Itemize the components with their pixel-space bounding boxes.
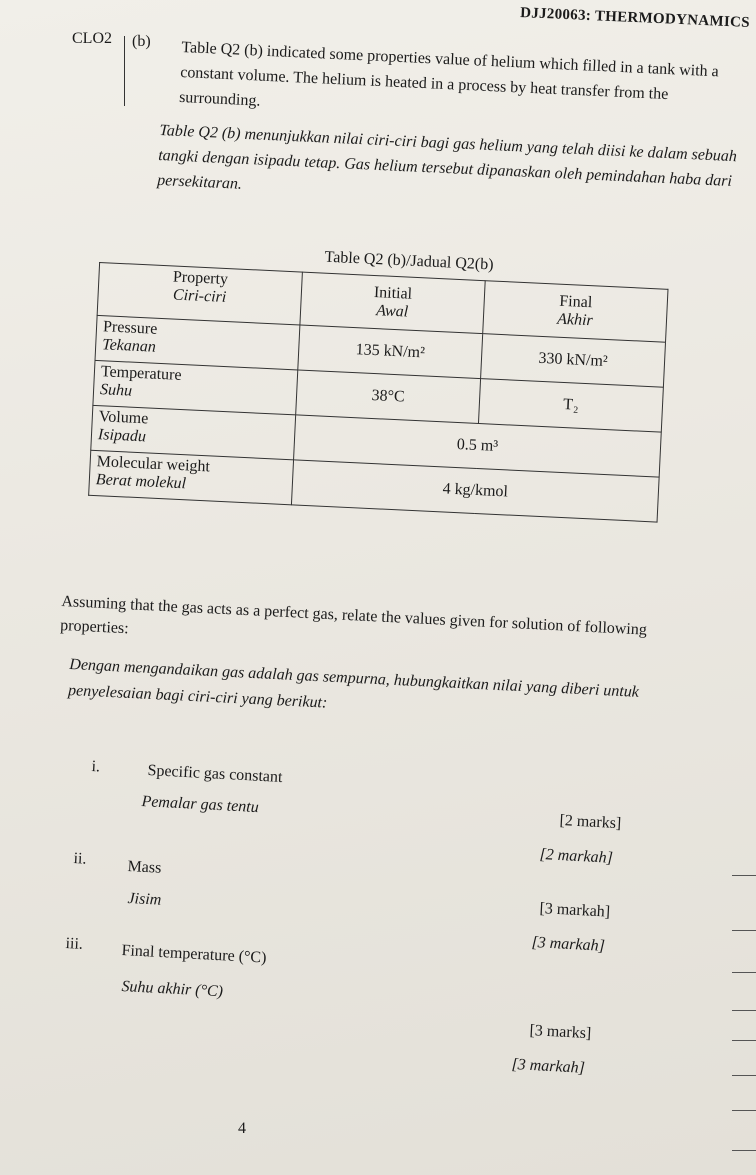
row-label-en: Volume	[98, 408, 149, 428]
item-number: iii.	[65, 935, 84, 953]
header-property	[97, 263, 302, 326]
header-initial-en: Initial	[373, 283, 413, 303]
item-title-ms: Jisim	[127, 890, 162, 909]
row-label-ms: Berat molekul	[95, 471, 187, 493]
header-final	[483, 281, 668, 343]
clo-label: CLO2	[72, 30, 112, 47]
page-edge-line	[732, 1150, 756, 1151]
row-label-en: Molecular weight	[96, 453, 211, 476]
row-label-ms: Tekanan	[101, 336, 157, 356]
cell-merged: 0.5 m³	[294, 415, 662, 477]
page-edge-line	[732, 875, 756, 876]
margin-divider	[124, 36, 125, 106]
intro-malay: Table Q2 (b) menunjukkan nilai ciri-ciri bagi gas helium yang telah diisi ke dalam sebuah tangki dengan isipadu tetap. Gas helium tersebut dipanaskan oleh pemindahan haba dari persekitaran.	[156, 121, 738, 193]
item-title-ms: Suhu akhir (°C)	[121, 978, 224, 1001]
cell-initial: 38°C	[296, 370, 481, 424]
page-edge-line	[732, 930, 756, 931]
row-label	[89, 450, 294, 505]
cell-final: 330 kN/m²	[481, 334, 666, 388]
page-edge-line	[732, 1110, 756, 1111]
row-label-en: Temperature	[100, 363, 182, 384]
item-marks-ms: [2 markah]	[539, 846, 614, 867]
page-number: 4	[238, 1120, 246, 1137]
header-property-ms: Ciri-ciri	[172, 286, 227, 306]
row-label-ms: Isipadu	[97, 426, 147, 446]
item-number: ii.	[73, 850, 87, 868]
page-edge-line	[732, 1010, 756, 1011]
intro-english: Table Q2 (b) indicated some properties value of helium which filled in a tank with a constant volume. The helium is heated in a process by heat transfer from the surrounding.	[178, 38, 720, 110]
header-final-ms: Akhir	[556, 310, 594, 330]
course-header: DJJ20063: THERMODYNAMICS	[519, 4, 751, 32]
item-title-ms: Pemalar gas tentu	[141, 793, 260, 817]
properties-table	[88, 262, 668, 523]
item-marks-en: [2 marks]	[559, 812, 622, 833]
table-title: Table Q2 (b)/Jadual Q2(b)	[324, 248, 494, 274]
page-edge-line	[732, 1075, 756, 1076]
item-marks-en: [3 marks]	[529, 1022, 592, 1043]
item-marks-en: [3 markah]	[539, 900, 611, 921]
item-number: i.	[91, 758, 101, 776]
header-property-en: Property	[172, 268, 229, 289]
row-label-en: Pressure	[102, 318, 158, 338]
item-marks-ms: [3 markah]	[511, 1056, 586, 1077]
question-label: (b)	[132, 33, 151, 50]
header-final-en: Final	[558, 292, 593, 312]
item-title-en: Mass	[127, 858, 162, 877]
item-marks-ms: [3 markah]	[531, 934, 606, 955]
page-edge-line	[732, 1040, 756, 1041]
assumption-malay: Dengan mengandaikan gas adalah gas sempurna, hubungkaitkan nilai yang diberi untuk penyelesaian bagi ciri-ciri yang berikut:	[67, 655, 640, 712]
cell-initial: 135 kN/m²	[298, 325, 483, 379]
cell-final: T₂	[478, 379, 663, 433]
item-title-en: Specific gas constant	[147, 762, 283, 787]
header-initial-ms: Awal	[375, 302, 409, 321]
header-initial	[300, 272, 485, 334]
cell-merged: 4 kg/kmol	[291, 460, 659, 522]
assumption-english: Assuming that the gas acts as a perfect gas, relate the values given for solution of following properties:	[59, 592, 648, 639]
properties-table-block	[88, 244, 669, 523]
row-label-ms: Suhu	[99, 381, 133, 400]
item-title-en: Final temperature (°C)	[121, 942, 267, 967]
page-edge-line	[732, 972, 756, 973]
